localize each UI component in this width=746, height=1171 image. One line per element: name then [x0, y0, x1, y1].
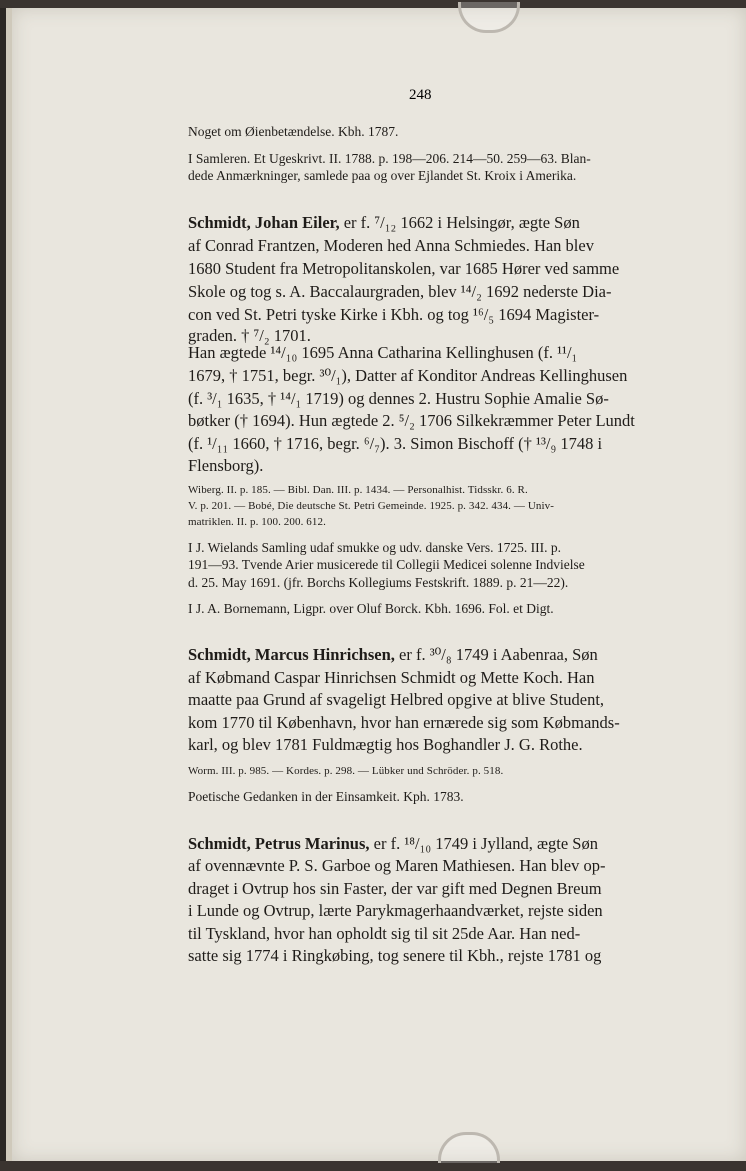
entry1-line-4: con ved St. Petri tyske Kirke i Kbh. og tog ¹⁶/₅ 1694 Magister- [188, 305, 600, 324]
entry1-line-7: 1679, † 1751, begr. ³⁰/₁), Datter af Konditor Andreas Kellinghusen [188, 366, 628, 385]
entry2-line-0: er f. ³⁰/₈ 1749 i Aabenraa, Søn [394, 645, 598, 664]
entry2-line-3: kom 1770 til København, hvor han ernærede sig som Købmands- [188, 713, 620, 732]
entry2-line-4: karl, og blev 1781 Fuldmægtig hos Boghandler J. G. Rothe. [188, 735, 583, 754]
intro-line-2: I Samleren. Et Ugeskrivt. II. 1788. p. 198—206. 214—50. 259—63. Blan- [188, 151, 591, 166]
entry1-ref-2: V. p. 201. — Bobé, Die deutsche St. Petri Gemeinde. 1925. p. 342. 434. — Univ- [188, 500, 554, 512]
entry1-ref-3: matriklen. II. p. 100. 200. 612. [188, 516, 326, 528]
entry3-line-1: af ovennævnte P. S. Garboe og Maren Mathiesen. Han blev op- [188, 856, 606, 875]
entry1-first-line [188, 213, 580, 233]
entry3-line-2: draget i Ovtrup hos sin Faster, der var gift med Degnen Breum [188, 879, 602, 898]
entry1-work-1: I J. Wielands Samling udaf smukke og udv. danske Vers. 1725. III. p. [188, 540, 562, 555]
entry2-line-2: maatte paa Grund af svageligt Helbred opgive at blive Student, [188, 690, 605, 709]
entry1-line-11: Flensborg). [188, 456, 264, 475]
page-number: 248 [409, 87, 432, 103]
entry3-name: Schmidt, Petrus Marinus, [188, 834, 370, 853]
entry3-line-4: til Tyskland, hvor han opholdt sig til sit 25de Aar. Han ned- [188, 924, 581, 943]
entry1-line-5: graden. † ⁷/₂ 1701. [188, 326, 311, 345]
scan-bottom-edge [0, 1161, 746, 1171]
entry1-line-3: Skole og tog s. A. Baccalaurgraden, blev ¹⁴/₂ 1692 nederste Dia- [188, 282, 612, 301]
entry3-line-3: i Lunde og Ovtrup, lærte Parykmagerhaandværket, rejste siden [188, 901, 603, 920]
intro-line-3: dede Anmærkninger, samlede paa og over Ejlandet St. Kroix i Amerika. [188, 168, 577, 183]
entry1-name: Schmidt, Johan Eiler, [188, 213, 340, 232]
entry1-work-3: d. 25. May 1691. (jfr. Borchs Kollegiums Festskrift. 1889. p. 21—22). [188, 575, 569, 590]
entry1-work-4: I J. A. Bornemann, Ligpr. over Oluf Borck. Kbh. 1696. Fol. et Digt. [188, 601, 554, 616]
intro-line-1: Noget om Øienbetændelse. Kbh. 1787. [188, 124, 399, 139]
entry2-work-1: Poetische Gedanken in der Einsamkeit. Kph. 1783. [188, 789, 464, 804]
entry1-line-0: er f. ⁷/₁₂ 1662 i Helsingør, ægte Søn [339, 213, 580, 232]
entry2-line-1: af Købmand Caspar Hinrichsen Schmidt og Mette Koch. Han [188, 668, 595, 687]
entry3-first-line [188, 834, 598, 854]
entry1-line-6: Han ægtede ¹⁴/₁₀ 1695 Anna Catharina Kellinghusen (f. ¹¹/₁ [188, 343, 578, 362]
entry1-work-2: 191—93. Tvende Arier musicerede til Collegii Medicei solenne Indvielse [188, 557, 585, 572]
entry3-line-0: er f. ¹⁸/₁₀ 1749 i Jylland, ægte Søn [369, 834, 598, 853]
entry2-name: Schmidt, Marcus Hinrichsen, [188, 645, 395, 664]
entry1-line-8: (f. ³/₁ 1635, † ¹⁴/₁ 1719) og dennes 2. Hustru Sophie Amalie Sø- [188, 389, 609, 408]
entry1-line-10: (f. ¹/₁₁ 1660, † 1716, begr. ⁶/₇). 3. Simon Bischoff († ¹³/₉ 1748 i [188, 434, 603, 453]
entry1-ref-1: Wiberg. II. p. 185. — Bibl. Dan. III. p. 1434. — Personalhist. Tidsskr. 6. R. [188, 484, 528, 496]
scan-top-edge [0, 0, 746, 8]
entry3-line-5: satte sig 1774 i Ringkøbing, tog senere til Kbh., rejste 1781 og [188, 946, 602, 965]
entry1-line-2: 1680 Student fra Metropolitanskolen, var 1685 Hører ved samme [188, 259, 620, 278]
entry1-line-1: af Conrad Frantzen, Moderen hed Anna Schmiedes. Han blev [188, 236, 594, 255]
entry2-first-line [188, 645, 598, 665]
entry1-line-9: bøtker († 1694). Hun ægtede 2. ⁵/₂ 1706 Silkekræmmer Peter Lundt [188, 411, 635, 430]
entry2-ref-1: Worm. III. p. 985. — Kordes. p. 298. — Lübker und Schröder. p. 518. [188, 765, 504, 777]
